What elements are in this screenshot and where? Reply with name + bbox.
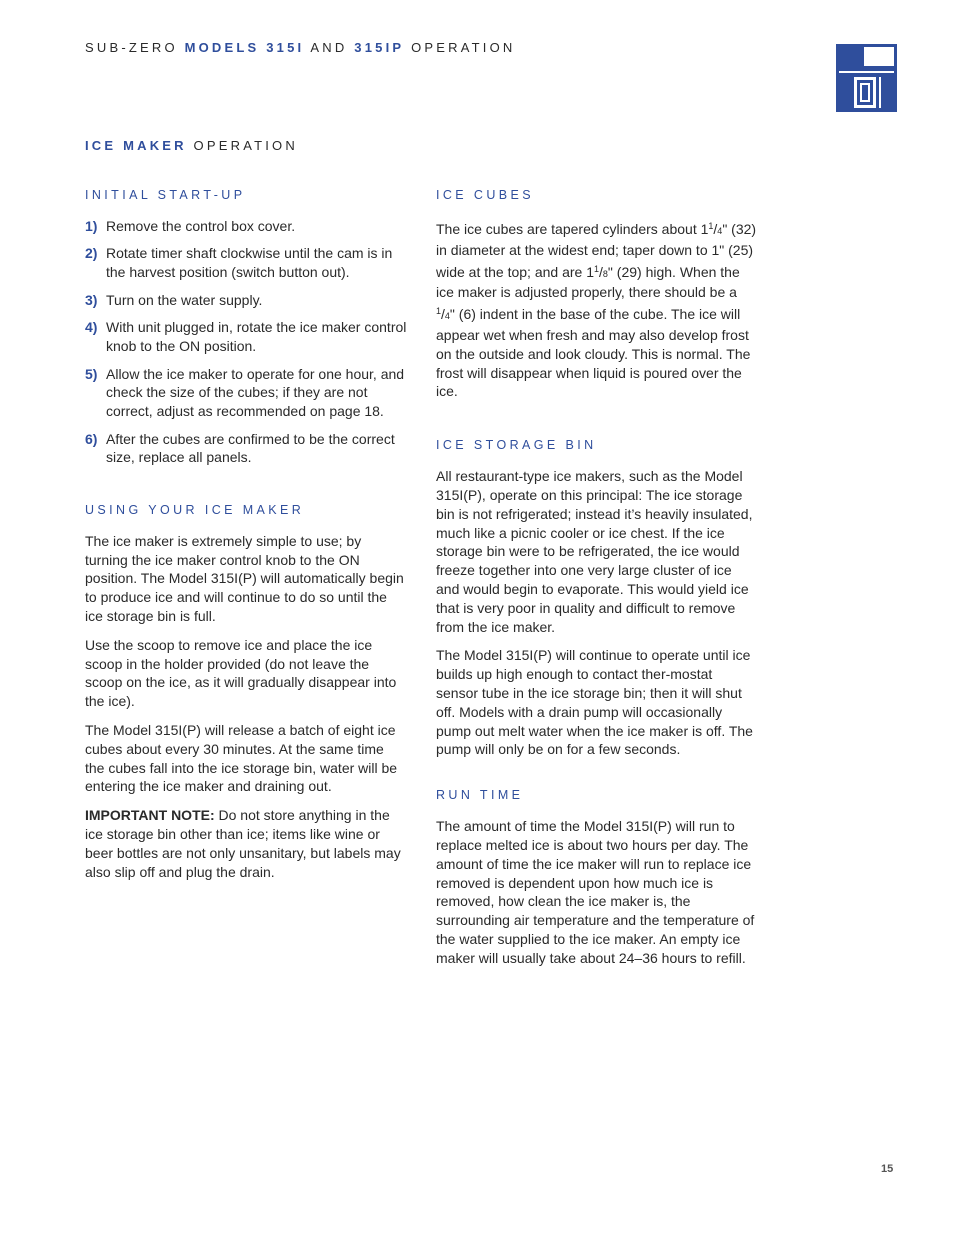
startup-step [85, 244, 407, 282]
step-number: 3) [85, 291, 98, 308]
storage-bin-paragraph-2: The Model 315I(P) will continue to operate until ice builds up high enough to contact ther-mostat sensor tube in the ice storage bin; then it will shut off. Models with a drain pump will occasionally pump out melt water when the ice maker is off. The pump will only be on for a few seconds. [436, 647, 753, 758]
ice-cubes-text-3: " (29) high. When the ice maker is adjusted properly, there should be a [436, 263, 740, 301]
ice-cubes-text-4: " (6) indent in the base of the cube. The ice will appear wet when fresh and may also develop frost on the outside and look cloudy. This is normal. The frost will disappear when liquid is poured over the ice. [436, 306, 751, 400]
sub-zero-logo-icon [836, 44, 897, 112]
startup-step [85, 365, 407, 421]
fraction-denominator: 8 [602, 268, 608, 279]
fraction-one-eighth: $^1$/8 [594, 263, 608, 280]
step-number: 5) [85, 365, 98, 382]
startup-step [85, 217, 407, 236]
step-number: 2) [85, 245, 98, 262]
step-text: Remove the control box cover. [106, 218, 296, 234]
header-and: AND [304, 40, 355, 55]
step-text: With unit plugged in, rotate the ice maker control knob to the ON position. [106, 319, 407, 355]
ice-cubes-heading: ICE CUBES [436, 188, 534, 202]
step-text: Allow the ice maker to operate for one hour, and check the size of the cubes; if they are not correct, adjust as recommended on page 18. [106, 365, 405, 420]
ice-cubes-paragraph [436, 217, 758, 401]
fraction-denominator: 4 [717, 226, 723, 236]
initial-startup-heading: INITIAL START-UP [85, 188, 246, 202]
step-text: After the cubes are confirmed to be the correct size, replace all panels. [106, 430, 395, 466]
startup-step [85, 318, 407, 356]
fraction-numerator: 1 [708, 221, 714, 231]
header-model-315i: MODELS 315I [184, 40, 305, 55]
using-paragraph-1: The ice maker is extremely simple to use; by turning the ice maker control knob to the ON position. The Model 315I(P) will automatically begin to produce ice and will continue to do so until the ice storage bin is full. [85, 532, 404, 625]
step-number: 4) [85, 319, 98, 336]
fraction-numerator: 1 [594, 263, 600, 274]
page-number: 15 [881, 1163, 894, 1175]
header-model-315ip: 315IP [354, 40, 405, 55]
fraction-denominator: 4 [444, 311, 450, 322]
using-paragraph-2: Use the scoop to remove ice and place the ice scoop in the holder provided (do not leave the scoop on the ice, as it will gradually disappear into the ice). [85, 636, 397, 710]
important-note-label: IMPORTANT NOTE: [85, 807, 215, 824]
step-number: 6) [85, 430, 98, 447]
step-text: Rotate timer shaft clockwise until the cam is in the harvest position (switch button out). [106, 245, 393, 281]
section-title [85, 138, 298, 153]
startup-step [85, 291, 407, 310]
ice-storage-bin-heading: ICE STORAGE BIN [436, 438, 597, 453]
run-time-heading: RUN TIME [436, 788, 524, 803]
fraction-one-quarter: $^1$/4 [436, 306, 450, 323]
section-title-rest: OPERATION [186, 138, 298, 153]
startup-steps-list [85, 217, 407, 467]
step-text: Turn on the water supply. [106, 291, 263, 308]
important-note [85, 806, 407, 881]
header-suffix: OPERATION [404, 40, 516, 55]
ice-cubes-text-2: " (32) in diameter at the widest end; taper down to 1" (25) wide at the top; and are 1 [436, 221, 757, 280]
page-header [85, 40, 516, 55]
fraction-numerator: 1 [436, 306, 442, 317]
fraction-one-quarter: $^1$/4 [708, 221, 723, 237]
startup-step [85, 430, 407, 468]
run-time-paragraph: The amount of time the Model 315I(P) will run to replace melted ice is about two hours per day. The amount of time the ice maker will run to replace ice removed is dependent upon how much ice is removed, how clean the ice maker is, the surrounding air temperature and the temperature of the water supplied to the ice maker. An empty ice maker will usually take about 24–36 hours to refill. [436, 818, 755, 966]
important-note-text: Do not store anything in the ice storage bin other than ice; items like wine or beer bottles are not only unsanitary, but labels may also slip off and plug the drain. [85, 807, 401, 880]
using-paragraph-3: The Model 315I(P) will release a batch of eight ice cubes about every 30 minutes. At the same time the cubes fall into the ice storage bin, water will be entering the ice maker and draining out. [85, 722, 398, 795]
storage-bin-paragraph-1: All restaurant-type ice makers, such as the Model 315I(P), operate on this principal: The ice storage bin is not refrigerated; instead it’s heavily insulated, much like a picnic cooler or ice chest. If the ice storage bin were to be refrigerated, the ice would freeze together into one very large cluster of ice and would begin to evaporate. This would yield ice that is very poor in quality and difficult to remove from the ice maker. [436, 468, 753, 635]
step-number: 1) [85, 218, 98, 234]
right-column [436, 187, 758, 978]
using-ice-maker-heading: USING YOUR ICE MAKER [85, 502, 305, 517]
left-column [85, 187, 407, 891]
ice-cubes-text-1: The ice cubes are tapered cylinders about 1 [436, 221, 709, 237]
section-title-bold: ICE MAKER [85, 138, 187, 153]
header-prefix: SUB-ZERO [85, 40, 185, 55]
